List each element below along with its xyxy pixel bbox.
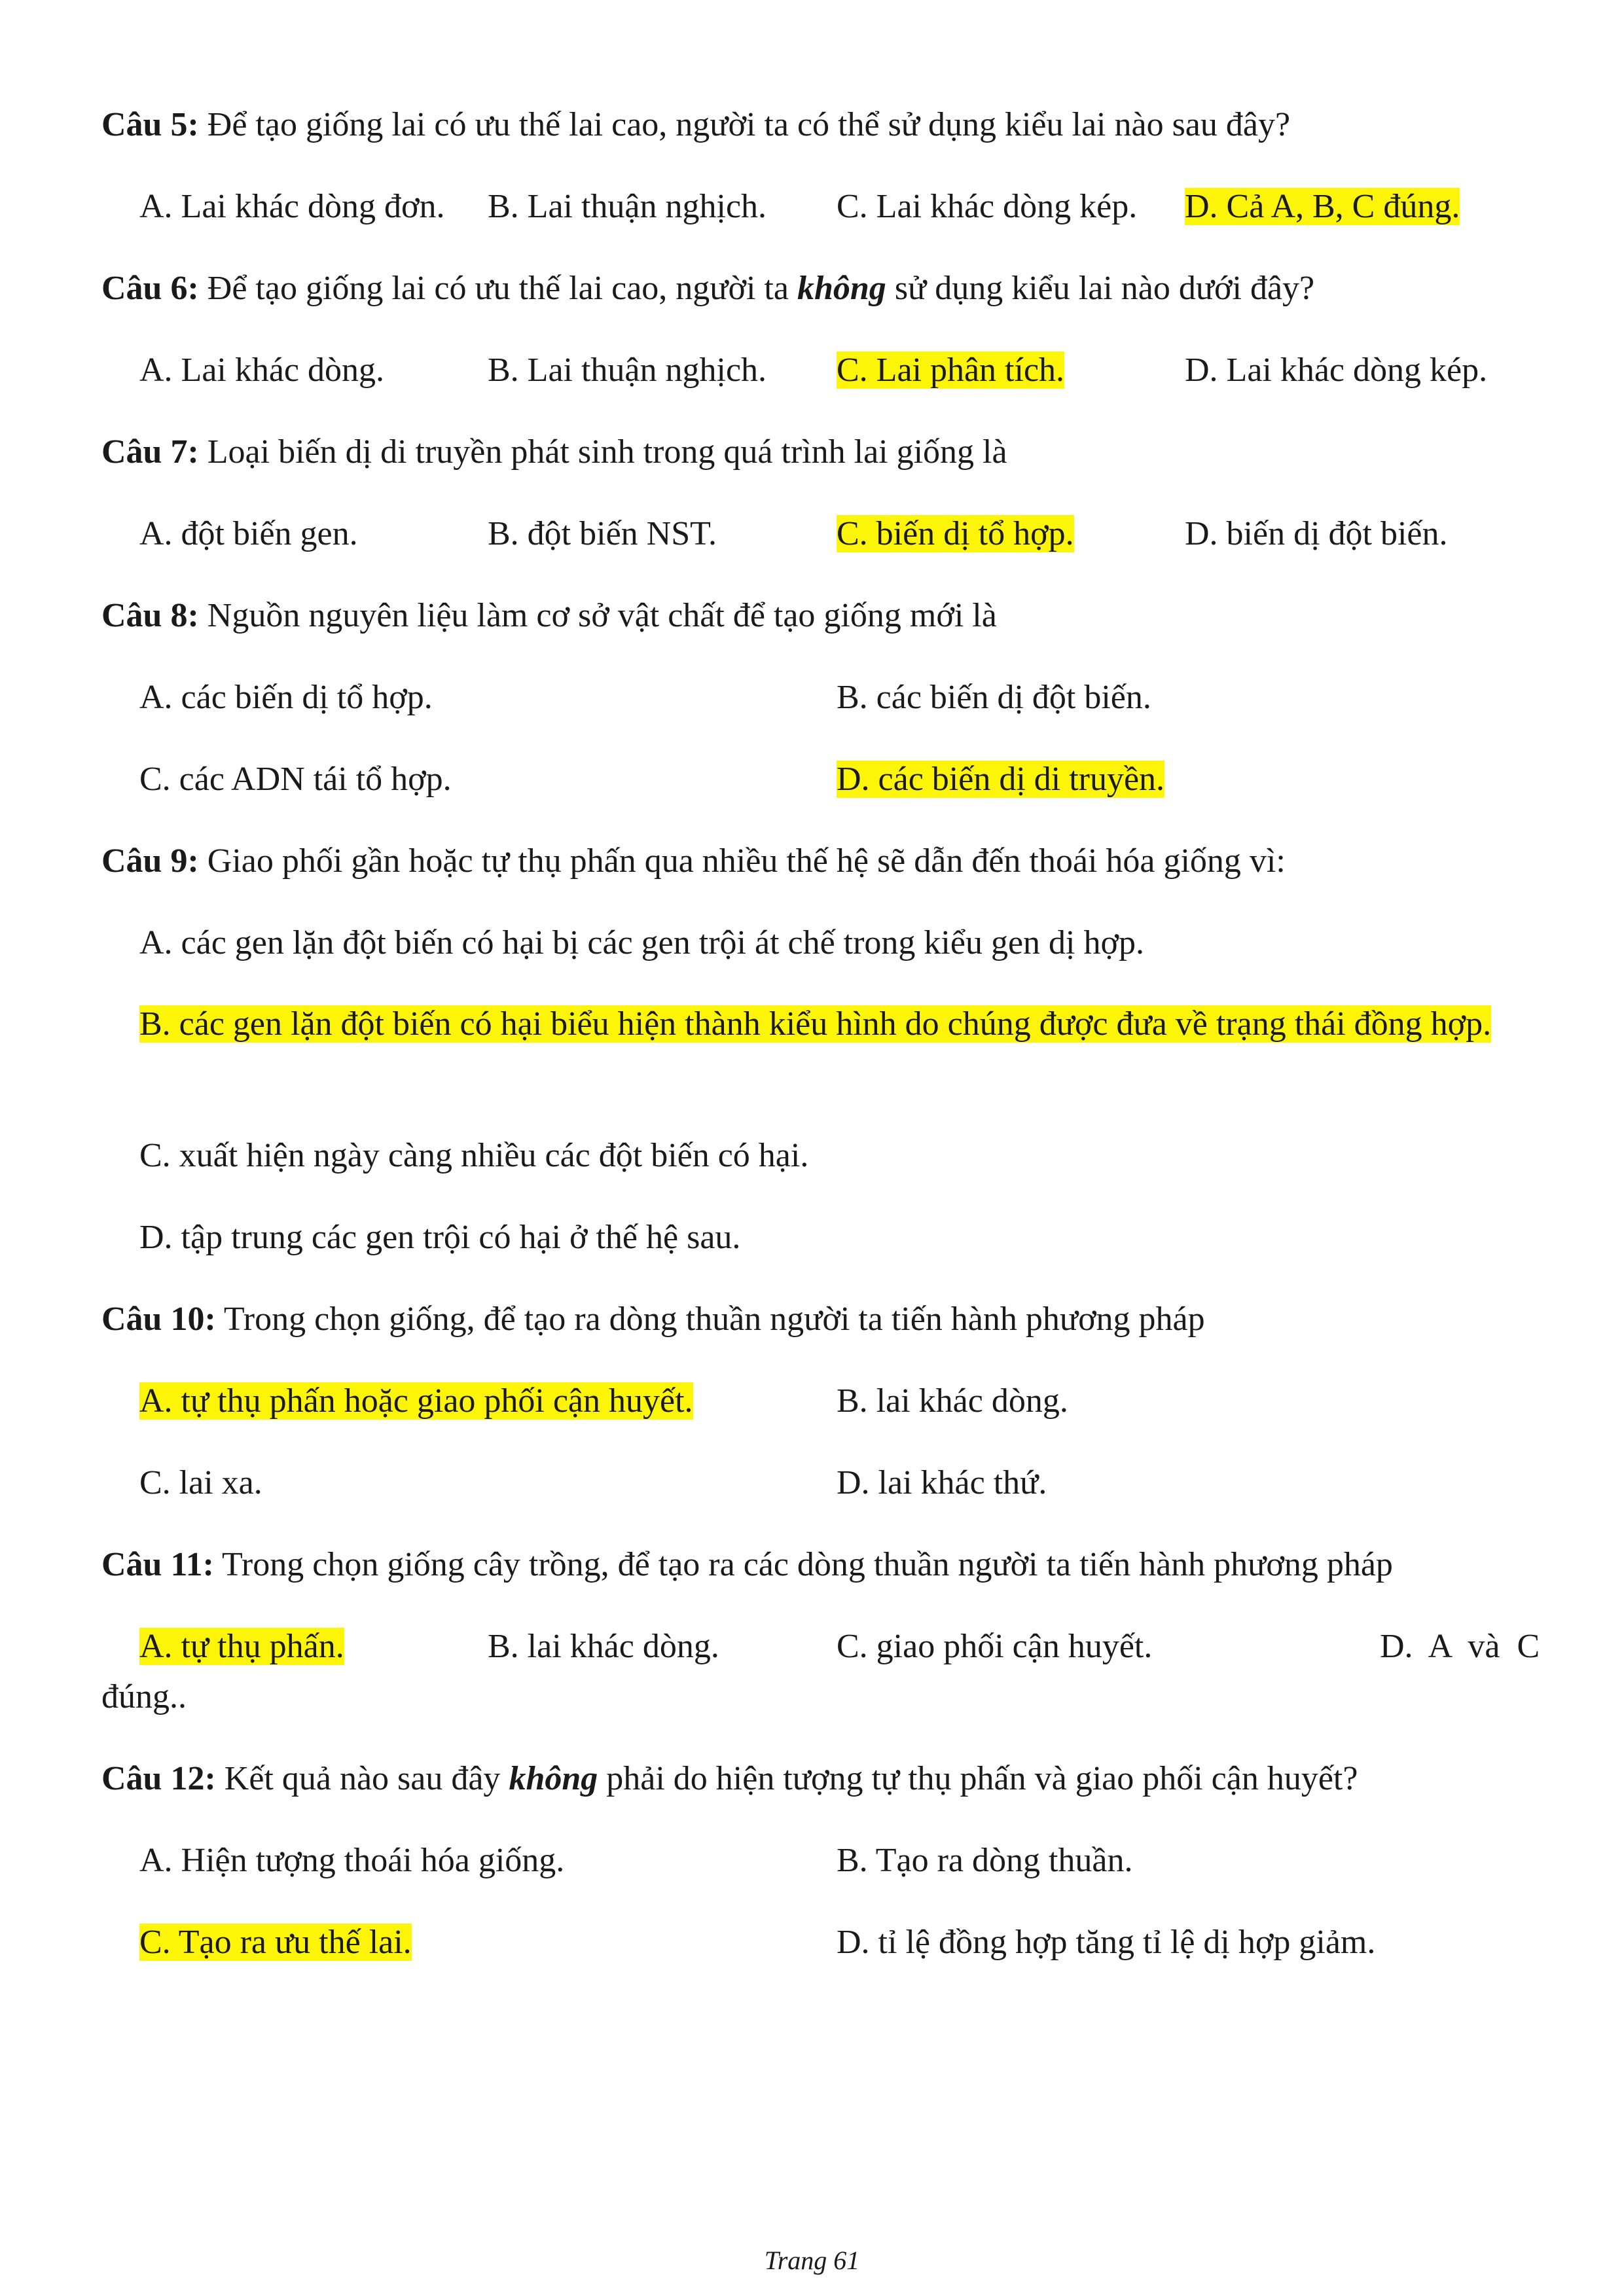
- option-b: B. đột biến NST.: [488, 515, 717, 552]
- question-text-before: Kết quả nào sau đây: [215, 1760, 509, 1797]
- page-number: Trang 61: [764, 2246, 860, 2275]
- option-d: D. tập trung các gen trội có hại ở thế hệ sau.: [139, 1219, 741, 1256]
- question-10: [101, 1299, 1561, 1340]
- question-9: [101, 841, 1561, 882]
- question-text-after: phải do hiện tượng tự thụ phấn và giao phối cận huyết?: [598, 1760, 1358, 1797]
- question-text: Trong chọn giống, để tạo ra dòng thuần người ta tiến hành phương pháp: [215, 1300, 1205, 1338]
- option-b: B. Lai thuận nghịch.: [488, 351, 767, 389]
- option-d: D. tỉ lệ đồng hợp tăng tỉ lệ dị hợp giảm.: [837, 1924, 1376, 1961]
- question-11: [101, 1545, 1561, 1585]
- question-5: [101, 105, 1561, 145]
- question-text: Loại biến dị di truyền phát sinh trong quá trình lai giống là: [198, 433, 1007, 471]
- option-c: C. xuất hiện ngày càng nhiều các đột biến có hại.: [139, 1137, 809, 1174]
- option-a: A. đột biến gen.: [139, 515, 358, 552]
- option-a-correct: A. tự thụ phấn.: [139, 1628, 344, 1665]
- question-text: Giao phối gần hoặc tự thụ phấn qua nhiều thế hệ sẽ dẫn đến thoái hóa giống vì:: [198, 842, 1286, 880]
- question-label: Câu 12:: [101, 1760, 216, 1797]
- question-emphasis: không: [509, 1760, 598, 1797]
- question-label: Câu 5:: [101, 106, 199, 143]
- option-b: B. Lai thuận nghịch.: [488, 188, 767, 225]
- option-d: D. A và C: [1380, 1628, 1540, 1665]
- question-text: Để tạo giống lai có ưu thế lai cao, người ta có thể sử dụng kiểu lai nào sau đây?: [198, 106, 1291, 143]
- option-a: A. các biến dị tổ hợp.: [139, 679, 433, 716]
- question-6: [101, 268, 1561, 309]
- option-b-wrapper: [101, 999, 1561, 1049]
- question-8: [101, 596, 1561, 636]
- option-b: B. các biến dị đột biến.: [837, 679, 1151, 716]
- question-label: Câu 11:: [101, 1546, 214, 1583]
- option-b: B. lai khác dòng.: [488, 1628, 719, 1665]
- option-c: C. Lai khác dòng kép.: [837, 188, 1138, 225]
- option-a: A. Lai khác dòng đơn.: [139, 188, 445, 225]
- question-12: [101, 1759, 1561, 1799]
- option-c-correct: C. biến dị tổ hợp.: [837, 515, 1074, 552]
- option-a: A. Hiện tượng thoái hóa giống.: [139, 1842, 565, 1879]
- option-b: B. Tạo ra dòng thuần.: [837, 1842, 1133, 1879]
- option-c-correct: C. Lai phân tích.: [837, 351, 1065, 389]
- option-a: A. các gen lặn đột biến có hại bị các gen trội át chế trong kiểu gen dị hợp.: [139, 924, 1144, 961]
- option-c: C. các ADN tái tổ hợp.: [139, 761, 452, 798]
- question-text: Nguồn nguyên liệu làm cơ sở vật chất để tạo giống mới là: [198, 597, 997, 634]
- option-c-correct: C. Tạo ra ưu thế lai.: [139, 1924, 412, 1961]
- option-d: D. lai khác thứ.: [837, 1464, 1047, 1501]
- option-d: D. Lai khác dòng kép.: [1185, 351, 1488, 389]
- option-d-correct: D. Cả A, B, C đúng.: [1185, 188, 1460, 225]
- question-label: Câu 9:: [101, 842, 199, 880]
- question-emphasis: không: [797, 270, 886, 307]
- option-a-correct: A. tự thụ phấn hoặc giao phối cận huyết.: [139, 1382, 693, 1420]
- question-label: Câu 7:: [101, 433, 199, 471]
- option-b: B. lai khác dòng.: [837, 1382, 1068, 1420]
- option-d-correct: D. các biến dị di truyền.: [837, 761, 1165, 798]
- option-c: C. lai xa.: [139, 1464, 262, 1501]
- question-7: [101, 432, 1561, 473]
- question-text-after: sử dụng kiểu lai nào dưới đây?: [886, 270, 1315, 307]
- question-label: Câu 6:: [101, 270, 199, 307]
- question-label: Câu 8:: [101, 597, 199, 634]
- question-text: Trong chọn giống cây trồng, để tạo ra các dòng thuần người ta tiến hành phương pháp: [213, 1546, 1393, 1583]
- option-d: D. biến dị đột biến.: [1185, 515, 1448, 552]
- option-b-correct: B. các gen lặn đột biến có hại biểu hiện thành kiểu hình do chúng được đưa về trạng thái đồng hợp.: [139, 1005, 1492, 1043]
- option-d-continuation: đúng..: [101, 1678, 187, 1715]
- option-c: C. giao phối cận huyết.: [837, 1628, 1153, 1665]
- option-a: A. Lai khác dòng.: [139, 351, 385, 389]
- question-text-before: Để tạo giống lai có ưu thế lai cao, người ta: [198, 270, 797, 307]
- question-label: Câu 10:: [101, 1300, 216, 1338]
